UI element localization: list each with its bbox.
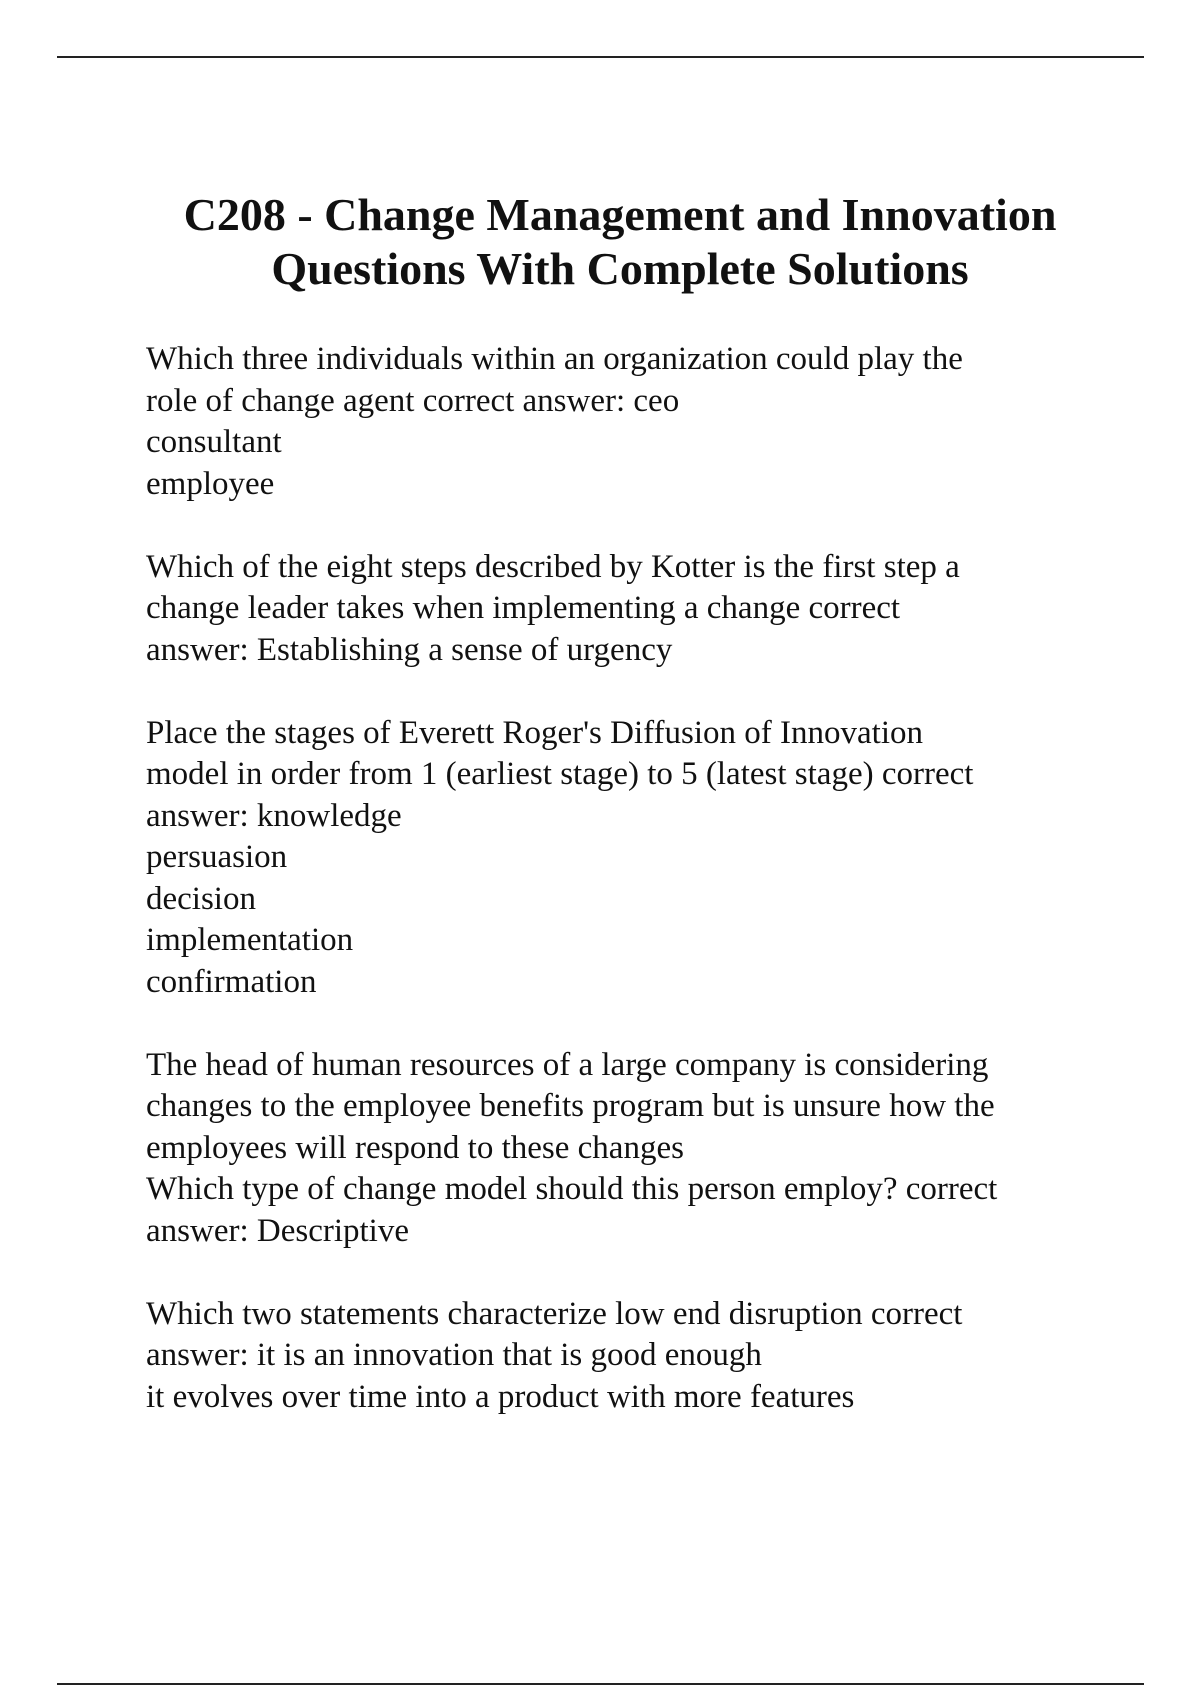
qa-line: decision [146, 880, 256, 917]
qa-line: changes to the employee benefits program but is unsure how the [146, 1088, 995, 1124]
qa-line: Place the stages of Everett Roger's Diffusion of Innovation [146, 714, 923, 751]
qa-item-1 [146, 339, 1146, 505]
qa-line: Which two statements characterize low end disruption correct [146, 1295, 963, 1332]
qa-line: model in order from 1 (earliest stage) to 5 (latest stage) correct [146, 756, 974, 792]
qa-item-3 [146, 713, 1146, 1004]
qa-line: role of change agent correct answer: ceo [146, 382, 680, 419]
title-line-1: C208 - Change Management and Innovation [183, 189, 1057, 240]
qa-line: answer: Establishing a sense of urgency [146, 631, 673, 668]
qa-line: Which of the eight steps described by Kotter is the first step a [146, 548, 960, 585]
qa-line: answer: it is an innovation that is good enough [146, 1337, 762, 1373]
qa-line: answer: knowledge [146, 797, 402, 834]
qa-item-4 [146, 1045, 1146, 1253]
qa-line: confirmation [146, 963, 317, 1000]
qa-line: implementation [146, 922, 354, 958]
qa-line: Which three individuals within an organization could play the [146, 341, 963, 377]
qa-line: The head of human resources of a large company is considering [146, 1046, 989, 1083]
qa-line: change leader takes when implementing a change correct [146, 590, 901, 626]
qa-list [146, 339, 1146, 1460]
bottom-rule [57, 1683, 1144, 1685]
qa-line: Which type of change model should this person employ? correct [146, 1171, 998, 1207]
qa-line: it evolves over time into a product with more features [146, 1378, 855, 1415]
qa-line: consultant [146, 424, 282, 460]
qa-item-5 [146, 1294, 1146, 1419]
title-line-2: Questions With Complete Solutions [271, 243, 969, 294]
qa-line: answer: Descriptive [146, 1212, 409, 1249]
top-rule [57, 56, 1144, 58]
qa-line: persuasion [146, 839, 288, 875]
page-title [100, 188, 1140, 296]
qa-line: employee [146, 465, 275, 502]
qa-line: employees will respond to these changes [146, 1129, 684, 1166]
qa-item-2 [146, 547, 1146, 672]
